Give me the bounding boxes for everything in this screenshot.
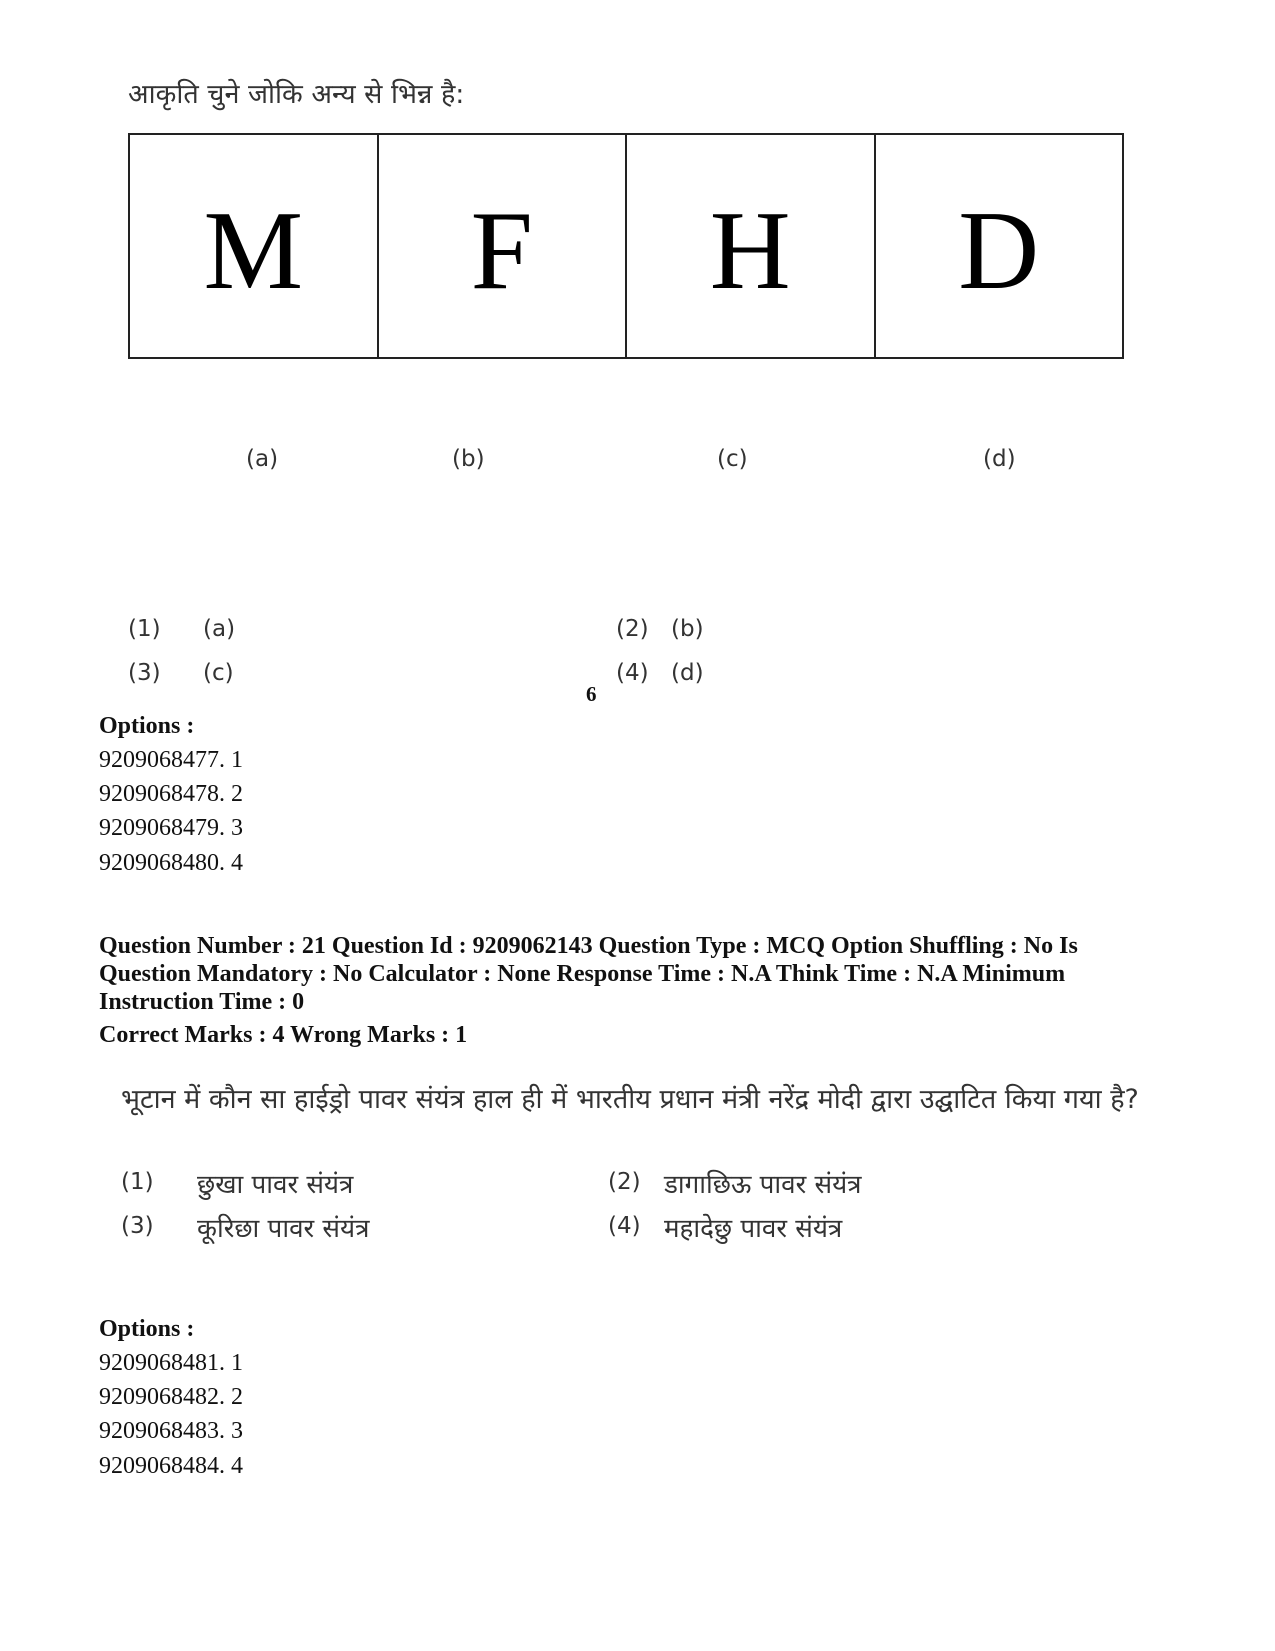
question-20-prompt: आकृति चुने जोकि अन्य से भिन्न है:: [128, 79, 465, 110]
choice-number: (1): [128, 616, 161, 642]
figure-a: [130, 135, 379, 357]
option-line: 9209068479. 3: [99, 815, 243, 841]
choice-value: महादेछु पावर संयंत्र: [664, 1214, 843, 1244]
figure-letter: D: [958, 189, 1040, 313]
figure-row: [128, 133, 1124, 359]
choice-number: (2): [616, 616, 649, 642]
option-line: 9209068480. 4: [99, 850, 243, 876]
caption-b: (b): [452, 446, 485, 472]
choice-value: छुखा पावर संयंत्र: [197, 1170, 354, 1200]
question-21-prompt: भूटान में कौन सा हाईड्रो पावर संयंत्र हाल ही में भारतीय प्रधान मंत्री नरेंद्र मोदी द्वारा उद्घाटित किया गया है?: [121, 1084, 1139, 1115]
choice-value: (b): [671, 616, 704, 642]
choice-number: (3): [128, 660, 161, 686]
figure-letter: M: [203, 189, 304, 313]
choice-number: (4): [608, 1213, 641, 1239]
choice-number: (1): [121, 1169, 154, 1195]
figure-letter: H: [709, 189, 791, 313]
option-line: 9209068481. 1: [99, 1350, 243, 1376]
choice-number: (4): [616, 660, 649, 686]
option-line: 9209068483. 3: [99, 1418, 243, 1444]
choice-value: (a): [203, 616, 236, 642]
caption-a: (a): [246, 446, 279, 472]
option-line: 9209068477. 1: [99, 747, 243, 773]
option-line: 9209068478. 2: [99, 781, 243, 807]
option-line: 9209068482. 2: [99, 1384, 243, 1410]
question-21-meta: Question Number : 21 Question Id : 9209062143 Question Type : MCQ Option Shuffling : No Is Question Mandatory : No Calculator : None Response Time : N.A Think Time : N.A Minimum Instruction Time : 0: [99, 933, 1078, 1015]
choice-number: (3): [121, 1213, 154, 1239]
options-heading: Options :: [99, 713, 195, 739]
figure-b: [379, 135, 628, 357]
caption-c: (c): [717, 446, 748, 472]
choice-value: (c): [203, 660, 234, 686]
question-21-marks: Correct Marks : 4 Wrong Marks : 1: [99, 1022, 468, 1048]
options-heading: Options :: [99, 1316, 195, 1342]
page-number: 6: [586, 682, 597, 706]
choice-value: (d): [671, 660, 704, 686]
choice-value: कूरिछा पावर संयंत्र: [197, 1214, 370, 1244]
choice-number: (2): [608, 1169, 641, 1195]
figure-letter: F: [470, 189, 533, 313]
figure-c: [627, 135, 876, 357]
figure-d: [876, 135, 1123, 357]
option-line: 9209068484. 4: [99, 1453, 243, 1479]
choice-value: डागाछिऊ पावर संयंत्र: [664, 1170, 862, 1200]
caption-d: (d): [983, 446, 1016, 472]
